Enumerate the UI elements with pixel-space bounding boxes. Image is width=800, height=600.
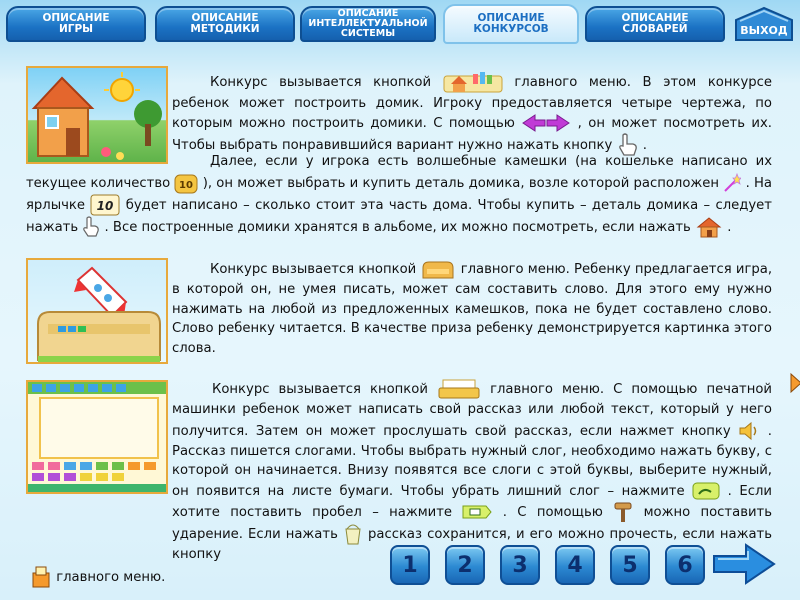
space-key-icon <box>462 502 492 522</box>
house-menu-icon <box>443 70 503 94</box>
exit-button[interactable] <box>734 6 794 42</box>
tab-contests-description[interactable]: ОПИСАНИЕ КОНКУРСОВ <box>443 4 579 44</box>
svg-text:10: 10 <box>97 198 114 213</box>
svg-text:10: 10 <box>179 179 194 191</box>
page-button-2[interactable] <box>445 545 485 585</box>
album-house-icon <box>695 216 723 238</box>
text-segment: . Рассказ пишется слогами. Чтобы выбрать нужный слог, необходимо нажать букву, с которой он начинается. Внизу появятся все слоги с этой буквы, выберите нужный, он появится на листе бумаги. Чтобы убрать лишний слог – нажмите <box>172 423 772 499</box>
save-bucket-icon <box>343 523 363 545</box>
typewriter-menu-icon <box>437 378 481 400</box>
hand-pointer-icon <box>82 216 100 238</box>
page-button-6[interactable] <box>665 545 705 585</box>
typewriter-illustration <box>28 382 168 494</box>
text-segment: . <box>727 219 732 235</box>
page-button-3[interactable] <box>500 545 540 585</box>
tab-game-description[interactable]: ОПИСАНИЕ ИГРЫ <box>6 6 146 42</box>
text-segment: . С помощью <box>502 505 603 521</box>
tab-methods-description[interactable]: ОПИСАНИЕ МЕТОДИКИ <box>155 6 295 42</box>
page-number: 1 <box>402 552 418 578</box>
text-segment: . На ярлычке <box>26 175 773 213</box>
text-segment: главного меню. <box>56 569 166 585</box>
sofa-menu-icon <box>420 258 456 280</box>
speaker-icon <box>738 420 760 442</box>
text-segment: . <box>642 138 647 154</box>
text-segment: . Если хотите поставить пробел – нажмите <box>172 483 772 521</box>
exit-label: ВЫХОД <box>740 24 788 37</box>
text-segment: будет написано – сколько стоит эта часть дома. Чтобы купить – деталь домика – следует нажать <box>26 197 772 235</box>
text-segment: . Все построенные домики хранятся в альбоме, их можно посмотреть, если нажать <box>104 219 691 235</box>
text-segment: Далее, если у игрока есть волшебные камешки (на кошельке написано их текущее количество <box>26 154 772 191</box>
text-segment: Конкурс вызывается кнопкой <box>210 262 417 277</box>
top-tab-bar <box>0 0 800 46</box>
page-number: 6 <box>677 552 693 578</box>
stress-hammer-icon <box>613 501 633 523</box>
eraser-icon <box>692 481 720 501</box>
text-segment: можно поставить ударение. Если нажать <box>172 505 772 543</box>
house-illustration <box>28 68 168 164</box>
price-tag-icon <box>90 194 120 216</box>
house-contest-preview <box>26 66 168 164</box>
tab-dictionaries-description[interactable]: ОПИСАНИЕ СЛОВАРЕЙ <box>585 6 725 42</box>
next-arrow-icon[interactable] <box>712 542 776 586</box>
arrows-icon <box>521 114 571 132</box>
word-contest-paragraph <box>172 258 772 358</box>
coin-purse-icon <box>174 172 198 194</box>
page-number: 2 <box>457 552 473 578</box>
side-scroll-arrow-icon[interactable] <box>789 372 800 394</box>
text-segment: главного меню. Ребенку предлагается игра, в которой он, не умея писать, может сам составить слово. Для этого ему нужно нажимать на любой из предложенных камешков, пока не будет составлено слово. Слово ребенку читается. В качестве приза ребенку демонстрируется картинка этого слова. <box>172 262 773 356</box>
text-segment: Конкурс вызывается кнопкой <box>210 75 432 90</box>
page-number: 3 <box>512 552 528 578</box>
book-menu-icon <box>30 565 52 589</box>
word-contest-preview <box>26 258 168 364</box>
text-segment: , он может посмотреть их. Чтобы выбрать понравившийся вариант нужно нажать кнопку <box>172 115 772 154</box>
text-segment: рассказ сохранится, и его можно прочесть, если нажать кнопку <box>172 527 772 563</box>
page-number: 5 <box>622 552 638 578</box>
story-contest-preview <box>26 380 168 494</box>
tab-intellectual-system-description[interactable]: ОПИСАНИЕ ИНТЕЛЛЕКТУАЛЬНОЙ СИСТЕМЫ <box>300 6 436 42</box>
page-button-5[interactable] <box>610 545 650 585</box>
text-segment: главного меню. С помощью печатной машинки ребенок может написать свой рассказ или любой текст, который у него получится. Затем он может прослушать свой рассказ, если нажмет кнопку <box>172 382 772 439</box>
page-button-1[interactable] <box>390 545 430 585</box>
house-contest-paragraph-2 <box>26 152 772 238</box>
page-number: 4 <box>567 552 583 578</box>
page-button-4[interactable] <box>555 545 595 585</box>
text-segment: главного меню. В этом конкурсе ребенок может построить домик. Игроку предоставляется четыре чертежа, по которым можно построить домики. С помощью <box>172 75 772 131</box>
house-contest-paragraph-1 <box>172 70 772 157</box>
text-segment: ), он может выбрать и купить деталь домика, возле которой расположен <box>202 175 720 191</box>
text-segment: Конкурс вызывается кнопкой <box>212 382 428 397</box>
magic-sparkle-icon <box>723 173 741 193</box>
rocket-sofa-illustration <box>28 260 168 364</box>
